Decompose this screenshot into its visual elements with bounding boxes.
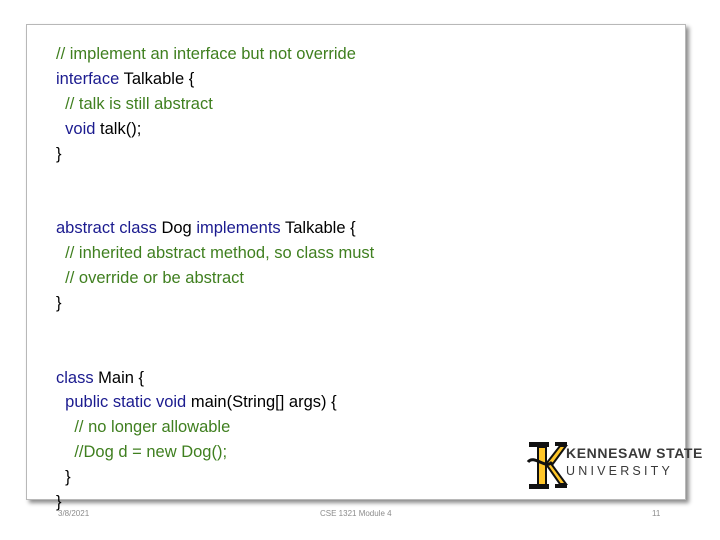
code-line <box>56 366 374 391</box>
code-blank-line <box>56 191 374 216</box>
code-keyword: public static void <box>65 393 187 412</box>
code-line <box>56 241 374 266</box>
code-blank-line <box>56 166 374 191</box>
code-keyword: void <box>65 119 96 138</box>
code-comment: // talk is still abstract <box>56 94 213 113</box>
code-line <box>56 92 374 117</box>
code-keyword: abstract class <box>56 219 157 238</box>
code-text: } <box>56 493 62 512</box>
code-comment: //Dog d = new Dog(); <box>56 443 228 462</box>
code-line <box>56 465 374 490</box>
code-text: Talkable { <box>280 219 356 238</box>
code-line <box>56 67 374 92</box>
code-text: Dog <box>156 219 197 238</box>
logo-line1: KENNESAW STATE <box>566 445 703 461</box>
code-line <box>56 117 374 142</box>
code-line <box>56 390 374 415</box>
footer-course: CSE 1321 Module 4 <box>320 509 392 518</box>
logo-line2: UNIVERSITY <box>566 464 674 478</box>
code-comment: // override or be abstract <box>56 269 245 288</box>
code-text: } <box>56 468 71 487</box>
code-line <box>56 291 374 316</box>
footer-page: 11 <box>652 509 661 518</box>
code-keyword: class <box>56 368 94 387</box>
code-blank-line <box>56 316 374 341</box>
code-keyword: implements <box>196 219 281 238</box>
ksu-k-icon <box>524 440 568 490</box>
code-line <box>56 440 374 465</box>
code-text: Main { <box>93 368 145 387</box>
code-text: } <box>56 293 62 312</box>
code-line <box>56 216 374 241</box>
code-text: Talkable { <box>119 69 195 88</box>
code-text: talk(); <box>95 119 142 138</box>
code-block <box>56 42 374 515</box>
code-blank-line <box>56 341 374 366</box>
code-text: main(String[] args) { <box>186 393 337 412</box>
footer-date: 3/8/2021 <box>58 509 90 518</box>
code-comment: // inherited abstract method, so class must <box>56 244 375 263</box>
code-line <box>56 42 374 67</box>
code-text <box>56 393 65 411</box>
code-line <box>56 142 374 167</box>
code-line <box>56 415 374 440</box>
code-keyword: interface <box>56 69 120 88</box>
code-text <box>56 120 65 138</box>
code-line <box>56 266 374 291</box>
code-comment: // no longer allowable <box>56 418 231 437</box>
code-text: } <box>56 144 62 163</box>
code-comment: // implement an interface but not override <box>56 45 356 63</box>
